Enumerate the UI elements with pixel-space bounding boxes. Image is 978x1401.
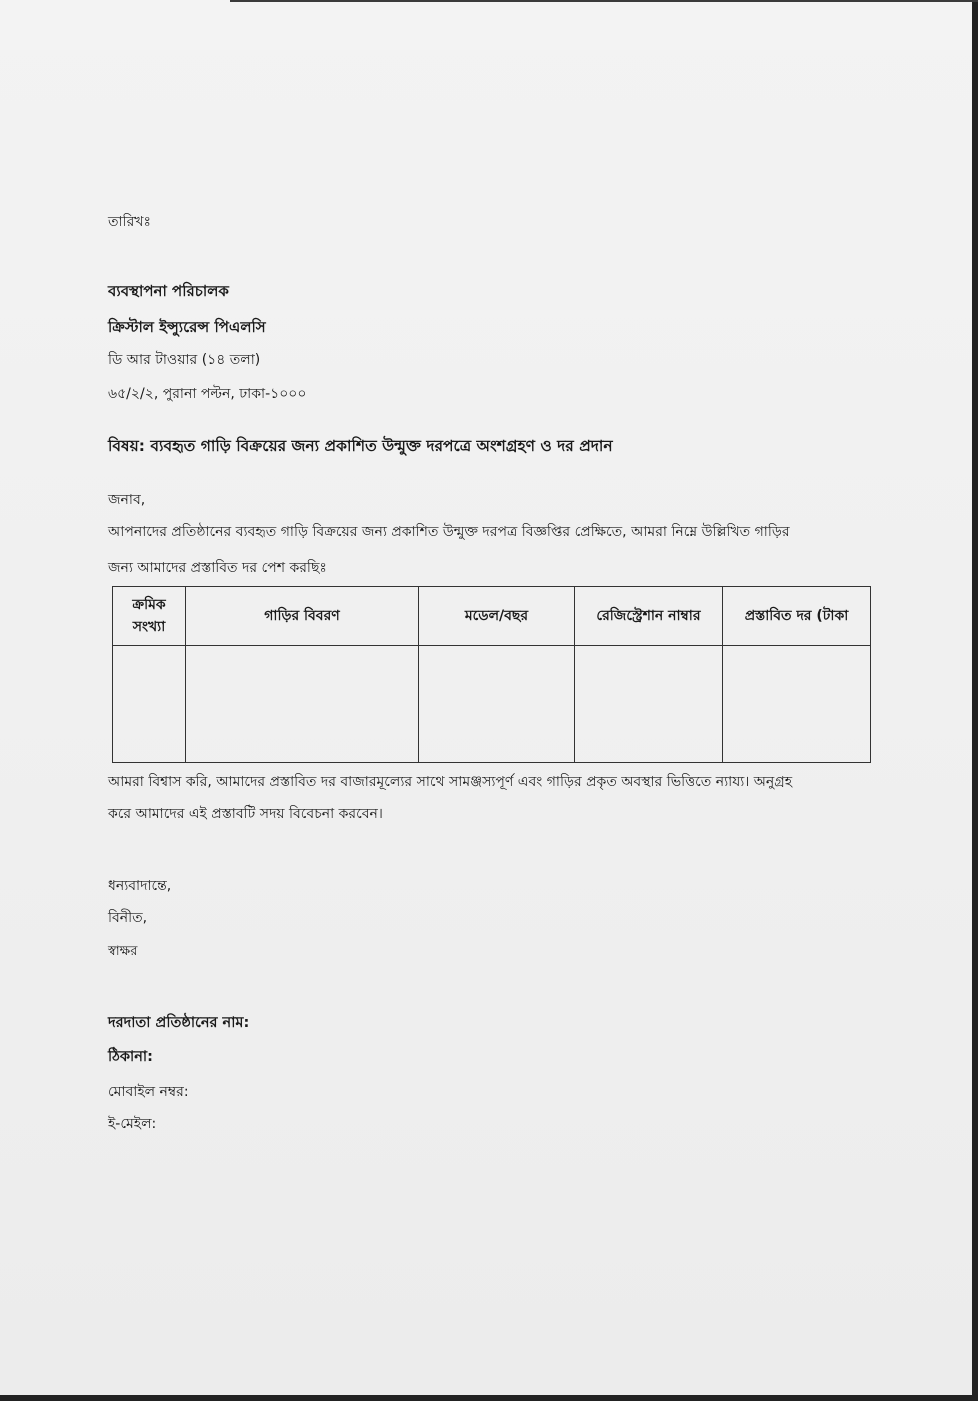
closing-line-1: আমরা বিশ্বাস করি, আমাদের প্রস্তাবিত দর বাজারমূল্যের সাথে সামঞ্জস্যপূর্ণ এবং গাড়ির প্রকৃত অবস্থার ভিত্তিতে ন্যায্য। অনুগ্রহ	[108, 774, 793, 790]
cell-vehicle-description[interactable]	[186, 646, 419, 763]
recipient-address: ৬৫/২/২, পুরানা পল্টন, ঢাকা-১০০০	[108, 386, 307, 402]
bidder-address-label: ঠিকানা:	[108, 1049, 153, 1065]
closing-line-2: করে আমাদের এই প্রস্তাবটি সদয় বিবেচনা করবেন।	[108, 806, 383, 822]
header-registration-number: রেজিস্ট্রেশান নাম্বার	[575, 587, 723, 646]
bidder-name-label: দরদাতা প্রতিষ্ঠানের নাম:	[108, 1015, 250, 1031]
header-model-year: মডেল/বছর	[419, 587, 575, 646]
scan-edge	[230, 0, 978, 2]
bid-table	[112, 586, 871, 763]
subject-line: বিষয়: ব্যবহৃত গাড়ি বিক্রয়ের জন্য প্রকাশিত উন্মুক্ত দরপত্রে অংশগ্রহণ ও দর প্রদান	[108, 437, 613, 455]
body-line-1: আপনাদের প্রতিষ্ঠানের ব্যবহৃত গাড়ি বিক্রয়ের জন্য প্রকাশিত উন্মুক্ত দরপত্র বিজ্ঞপ্তির প্রেক্ষিতে, আমরা নিম্নে উল্লিখিত গাড়ির	[108, 524, 790, 540]
date-label: তারিখঃ	[108, 214, 151, 230]
cell-serial[interactable]	[113, 646, 186, 763]
recipient-company: ক্রিস্টাল ইন্স্যুরেন্স পিএলসি	[108, 318, 266, 336]
cell-registration-number[interactable]	[575, 646, 723, 763]
header-serial	[113, 587, 186, 646]
header-serial-line1: ক্রমিক	[132, 597, 166, 613]
header-vehicle-description: গাড়ির বিবরণ	[186, 587, 419, 646]
bid-table-header-row	[113, 587, 871, 646]
bidder-email-label: ই-মেইল:	[108, 1116, 157, 1132]
signoff-thanks: ধন্যবাদান্তে,	[108, 878, 172, 894]
signoff-yours: বিনীত,	[108, 910, 148, 926]
cell-model-year[interactable]	[419, 646, 575, 763]
header-proposed-price: প্রস্তাবিত দর (টাকা	[723, 587, 871, 646]
recipient-designation: ব্যবস্থাপনা পরিচালক	[108, 282, 229, 300]
recipient-building: ডি আর টাওয়ার (১৪ তলা)	[108, 352, 261, 368]
table-row	[113, 646, 871, 763]
salutation: জনাব,	[108, 492, 146, 508]
header-serial-line2: সংখ্যা	[132, 619, 166, 635]
cell-proposed-price[interactable]	[723, 646, 871, 763]
signature-label: স্বাক্ষর	[108, 944, 138, 959]
body-line-2: জন্য আমাদের প্রস্তাবিত দর পেশ করছিঃ	[108, 560, 327, 576]
bidder-mobile-label: মোবাইল নম্বর:	[108, 1084, 189, 1100]
